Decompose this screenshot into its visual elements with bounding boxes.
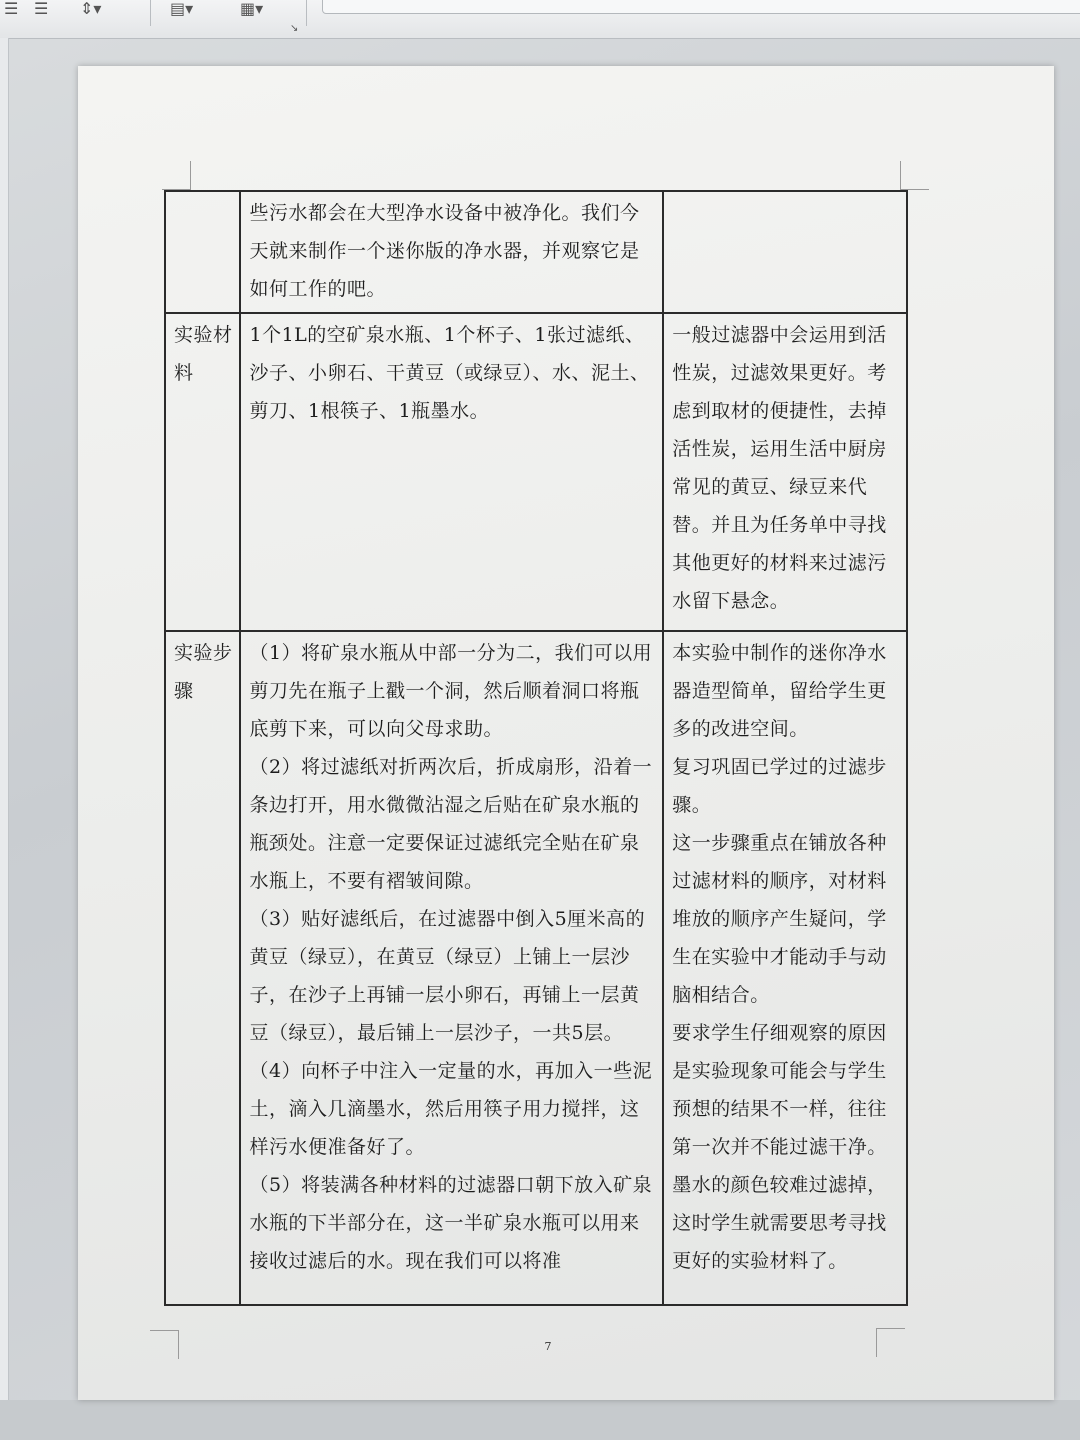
table-row [165,191,907,313]
status-bar [0,1400,1080,1440]
row-note-cell[interactable] [663,191,907,313]
ribbon-toolbar [0,0,1080,39]
step-paragraph: （3）贴好滤纸后，在过滤器中倒入5厘米高的黄豆（绿豆），在黄豆（绿豆）上铺上一层沙子，在沙子上再铺一层小卵石，再铺上一层黄豆（绿豆），最后铺上一层沙子，一共5层。 [249,908,646,1044]
toolbar-divider [306,0,307,26]
margin-mark-bottom-right [876,1328,905,1357]
row-note-cell[interactable]: 一般过滤器中会运用到活性炭，过滤效果更好。考虑到取材的便捷性，去掉活性炭，运用生活中厨房常见的黄豆、绿豆来代替。并且为任务单中寻找其他更好的材料来过滤污水留下悬念。 [663,313,907,631]
step-paragraph: （4）向杯子中注入一定量的水，再加入一些泥土，滴入几滴墨水，然后用筷子用力搅拌，这样污水便准备好了。 [249,1060,653,1158]
note-paragraph: 复习巩固已学过的过滤步骤。 [672,756,887,816]
indent-icon[interactable]: ☰ [34,0,49,18]
table-row [165,631,907,1305]
dialog-launcher-icon[interactable]: ↘ [290,23,299,34]
shading-icon[interactable]: ▤▾ [170,0,194,18]
step-paragraph: （2）将过滤纸对折两次后，折成扇形，沿着一条边打开，用水微微沾湿之后贴在矿泉水瓶的瓶颈处。注意一定要保证过滤纸完全贴在矿泉水瓶上，不要有褶皱间隙。 [249,756,653,892]
row-label-cell[interactable] [165,191,240,313]
margin-mark-top-left [162,161,191,190]
step-paragraph: （5）将装满各种材料的过滤器口朝下放入矿泉水瓶的下半部分在，这一半矿泉水瓶可以用来接收过滤后的水。现在我们可以将准 [249,1174,653,1272]
align-left-icon[interactable]: ☰ [4,0,19,18]
margin-mark-bottom-left [150,1330,179,1359]
document-page [78,66,1054,1400]
line-spacing-icon[interactable]: ⇕▾ [80,0,102,18]
note-paragraph: 要求学生仔细观察的原因是实验现象可能会与学生预想的结果不一样，往往第一次并不能过滤干净。墨水的颜色较难过滤掉，这时学生就需要思考寻找更好的实验材料了。 [672,1022,887,1272]
page-number: 7 [544,1340,552,1353]
note-paragraph: 本实验中制作的迷你净水器造型简单，留给学生更多的改进空间。 [672,642,887,740]
row-label-cell[interactable]: 实验步骤 [165,631,240,1305]
table-row [165,313,907,631]
row-note-cell[interactable] [663,631,907,1305]
row-label-cell[interactable]: 实验材料 [165,313,240,631]
row-content-cell[interactable]: 1个1L的空矿泉水瓶、1个杯子、1张过滤纸、沙子、小卵石、干黄豆（或绿豆）、水、泥土、剪刀、1根筷子、1瓶墨水。 [240,313,663,631]
vertical-ruler [0,38,9,1438]
toolbar-divider [150,0,151,26]
styles-gallery[interactable] [322,0,1080,14]
row-content-cell[interactable]: 些污水都会在大型净水设备中被净化。我们今天就来制作一个迷你版的净水器，并观察它是如何工作的吧。 [240,191,663,313]
margin-mark-top-right [900,161,929,190]
note-paragraph: 这一步骤重点在铺放各种过滤材料的顺序，对材料堆放的顺序产生疑问，学生在实验中才能动手与动脑相结合。 [672,832,887,1006]
row-content-cell[interactable] [240,631,663,1305]
step-paragraph: （1）将矿泉水瓶从中部一分为二，我们可以用剪刀先在瓶子上戳一个洞，然后顺着洞口将瓶底剪下来，可以向父母求助。 [249,642,653,740]
lesson-table [164,190,908,1306]
border-icon[interactable]: ▦▾ [240,0,264,18]
